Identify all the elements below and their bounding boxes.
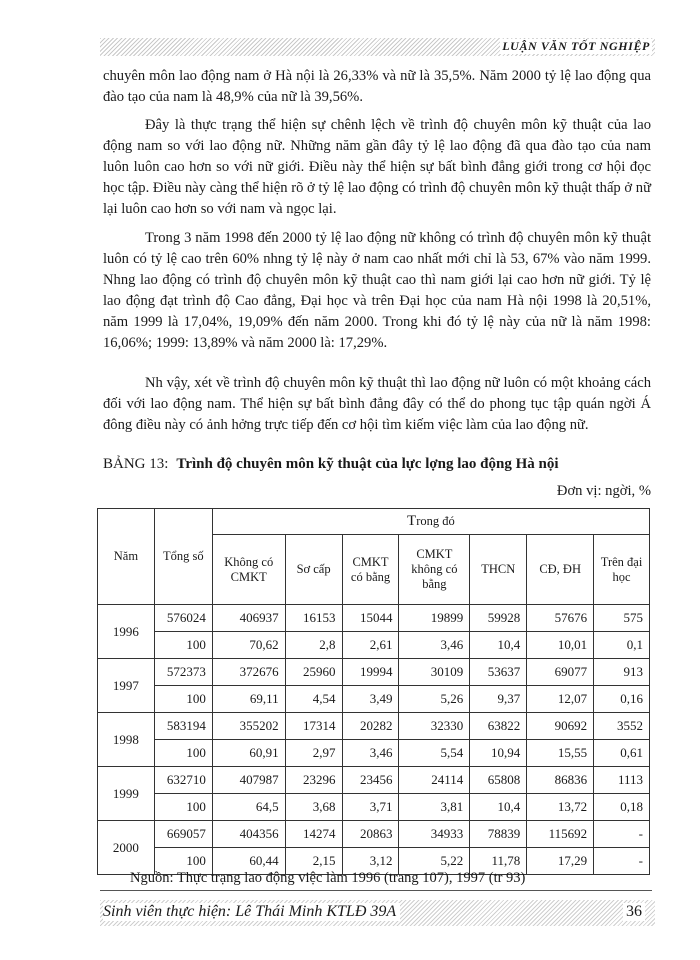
value-cell: - (594, 821, 650, 848)
paragraph-1: chuyên môn lao động nam ở Hà nội là 26,33% và nữ là 35,5%. Năm 2000 tỷ lệ lao động qua đào tạo của nam là 48,9% của nữ là 39,56%. (103, 68, 651, 105)
table-source: Nguồn: Thực trạng lao động việc làm 1996 (trang 107), 1997 (tr 93) (130, 870, 526, 886)
table-row (98, 767, 650, 794)
value-cell: 17314 (285, 713, 342, 740)
percent-cell: 60,91 (212, 740, 285, 767)
value-cell: 30109 (399, 659, 470, 686)
running-header: LUẬN VĂN TỐT NGHIỆP (502, 39, 650, 53)
header-col: THCN (470, 535, 527, 605)
percent-cell: 2,15 (285, 848, 342, 875)
table-row (98, 686, 650, 713)
header-year: Năm (98, 509, 155, 605)
header-col: Không có CMKT (212, 535, 285, 605)
value-cell: 34933 (399, 821, 470, 848)
value-cell: 19899 (399, 605, 470, 632)
table-caption (103, 456, 559, 473)
value-cell: 63822 (470, 713, 527, 740)
value-cell: 15044 (342, 605, 399, 632)
table-caption-title: Trình độ chuyên môn kỹ thuật của lực lợng lao động Hà nội (176, 456, 559, 472)
value-cell: 404356 (212, 821, 285, 848)
value-cell: 372676 (212, 659, 285, 686)
paragraph-4: Nh vậy, xét về trình độ chuyên môn kỹ thuật thì lao động nữ luôn có một khoảng cách đối với lao động nam. Thể hiện sự bất bình đẳng đây có thể do phong tục tập quán ngời Á đông điều này có ảnh hởng trực tiếp đến cơ hội tìm kiếm việc làm của lao động nữ. (103, 375, 651, 433)
value-cell: 669057 (154, 821, 212, 848)
percent-cell: 10,4 (470, 794, 527, 821)
percent-cell: 100 (154, 632, 212, 659)
year-cell: 1996 (98, 605, 155, 659)
header-col: CMKT không có bằng (399, 535, 470, 605)
value-cell: 25960 (285, 659, 342, 686)
table-body (98, 605, 650, 875)
value-cell: 65808 (470, 767, 527, 794)
table-row (98, 605, 650, 632)
value-cell: 20863 (342, 821, 399, 848)
value-cell: 3552 (594, 713, 650, 740)
percent-cell: 10,4 (470, 632, 527, 659)
percent-cell: 17,29 (527, 848, 594, 875)
percent-cell: 100 (154, 794, 212, 821)
footer-divider (100, 890, 652, 891)
value-cell: 632710 (154, 767, 212, 794)
percent-cell: 5,26 (399, 686, 470, 713)
percent-cell: 5,22 (399, 848, 470, 875)
value-cell: 24114 (399, 767, 470, 794)
percent-cell: 10,01 (527, 632, 594, 659)
percent-cell: 60,44 (212, 848, 285, 875)
labor-qualification-table (97, 508, 650, 875)
value-cell: 86836 (527, 767, 594, 794)
percent-cell: - (594, 848, 650, 875)
percent-cell: 100 (154, 686, 212, 713)
percent-cell: 3,46 (342, 740, 399, 767)
percent-cell: 3,71 (342, 794, 399, 821)
header-group (212, 509, 649, 535)
year-cell: 1998 (98, 713, 155, 767)
value-cell: 59928 (470, 605, 527, 632)
table-row (98, 794, 650, 821)
value-cell: 583194 (154, 713, 212, 740)
value-cell: 23456 (342, 767, 399, 794)
value-cell: 32330 (399, 713, 470, 740)
percent-cell: 9,37 (470, 686, 527, 713)
paragraph-3: Trong 3 năm 1998 đến 2000 tỷ lệ lao động nữ không có trình độ chuyên môn kỹ thuật luôn có tỷ lệ cao trên 60% nhng tỷ lệ này ở nam cao nhất mới chỉ là 53, 67% vào năm 1999. Nhng lao động có trình độ chuyên môn kỹ thuật cao thì nam giới lại cao hơn nữ giới. Tỷ lệ lao động đạt trình độ Cao đẳng, Đại học và trên Đại học của nam Hà nội 1998 là 20,51%, năm 1999 là 17,04%, 19,09% đến năm 2000. Trong khi đó tỷ lệ này của nữ là năm 1998: 16,06%; 1999: 13,89% và năm 2000 là: 17,29%. (103, 230, 651, 351)
percent-cell: 3,81 (399, 794, 470, 821)
percent-cell: 2,61 (342, 632, 399, 659)
header-col: CĐ, ĐH (527, 535, 594, 605)
percent-cell: 100 (154, 740, 212, 767)
percent-cell: 3,68 (285, 794, 342, 821)
percent-cell: 69,11 (212, 686, 285, 713)
value-cell: 57676 (527, 605, 594, 632)
value-cell: 355202 (212, 713, 285, 740)
page-number: 36 (623, 903, 645, 921)
percent-cell: 0,1 (594, 632, 650, 659)
value-cell: 572373 (154, 659, 212, 686)
percent-cell: 0,18 (594, 794, 650, 821)
value-cell: 576024 (154, 605, 212, 632)
percent-cell: 70,62 (212, 632, 285, 659)
percent-cell: 5,54 (399, 740, 470, 767)
table-row (98, 740, 650, 767)
header-col: Sơ cấp (285, 535, 342, 605)
year-cell: 1999 (98, 767, 155, 821)
percent-cell: 13,72 (527, 794, 594, 821)
table-row (98, 659, 650, 686)
percent-cell: 3,12 (342, 848, 399, 875)
table-row (98, 632, 650, 659)
value-cell: 23296 (285, 767, 342, 794)
value-cell: 913 (594, 659, 650, 686)
year-cell: 1997 (98, 659, 155, 713)
header-col: CMKT có bằng (342, 535, 399, 605)
value-cell: 14274 (285, 821, 342, 848)
header-group-initial: T (407, 513, 417, 529)
value-cell: 16153 (285, 605, 342, 632)
value-cell: 115692 (527, 821, 594, 848)
percent-cell: 12,07 (527, 686, 594, 713)
header-total: Tổng số (154, 509, 212, 605)
footer-author: Sinh viên thực hiện: Lê Thái Minh KTLĐ 39A (103, 903, 400, 921)
percent-cell: 0,16 (594, 686, 650, 713)
value-cell: 53637 (470, 659, 527, 686)
table-row (98, 821, 650, 848)
percent-cell: 64,5 (212, 794, 285, 821)
value-cell: 1113 (594, 767, 650, 794)
table-caption-label: BẢNG 13: (103, 456, 169, 472)
value-cell: 69077 (527, 659, 594, 686)
value-cell: 19994 (342, 659, 399, 686)
value-cell: 407987 (212, 767, 285, 794)
percent-cell: 11,78 (470, 848, 527, 875)
value-cell: 78839 (470, 821, 527, 848)
value-cell: 575 (594, 605, 650, 632)
value-cell: 90692 (527, 713, 594, 740)
percent-cell: 3,49 (342, 686, 399, 713)
table-unit: Đơn vị: ngời, % (556, 483, 651, 499)
value-cell: 20282 (342, 713, 399, 740)
percent-cell: 100 (154, 848, 212, 875)
header-col: Trên đại học (594, 535, 650, 605)
percent-cell: 0,61 (594, 740, 650, 767)
year-cell: 2000 (98, 821, 155, 875)
percent-cell: 15,55 (527, 740, 594, 767)
percent-cell: 10,94 (470, 740, 527, 767)
percent-cell: 3,46 (399, 632, 470, 659)
table-row (98, 713, 650, 740)
header-group-rest: rong đó (416, 514, 455, 528)
paragraph-2: Đây là thực trạng thể hiện sự chênh lệch về trình độ chuyên môn kỹ thuật của lao động nam so với lao động nữ. Những năm gần đây tỷ lệ lao động đã qua đào tạo của nam luôn luôn cao hơn so với nữ giới. Điều này thể hiện sự bất bình đẳng giới trong cơ hội đọc học tập. Điều này càng thể hiện rõ ở tỷ lệ lao động có trình độ chuyên môn kỹ thuật thấp ở nữ lại luôn cao hơn so với nam và ngọc lại. (103, 117, 651, 217)
value-cell: 406937 (212, 605, 285, 632)
percent-cell: 2,8 (285, 632, 342, 659)
percent-cell: 4,54 (285, 686, 342, 713)
percent-cell: 2,97 (285, 740, 342, 767)
